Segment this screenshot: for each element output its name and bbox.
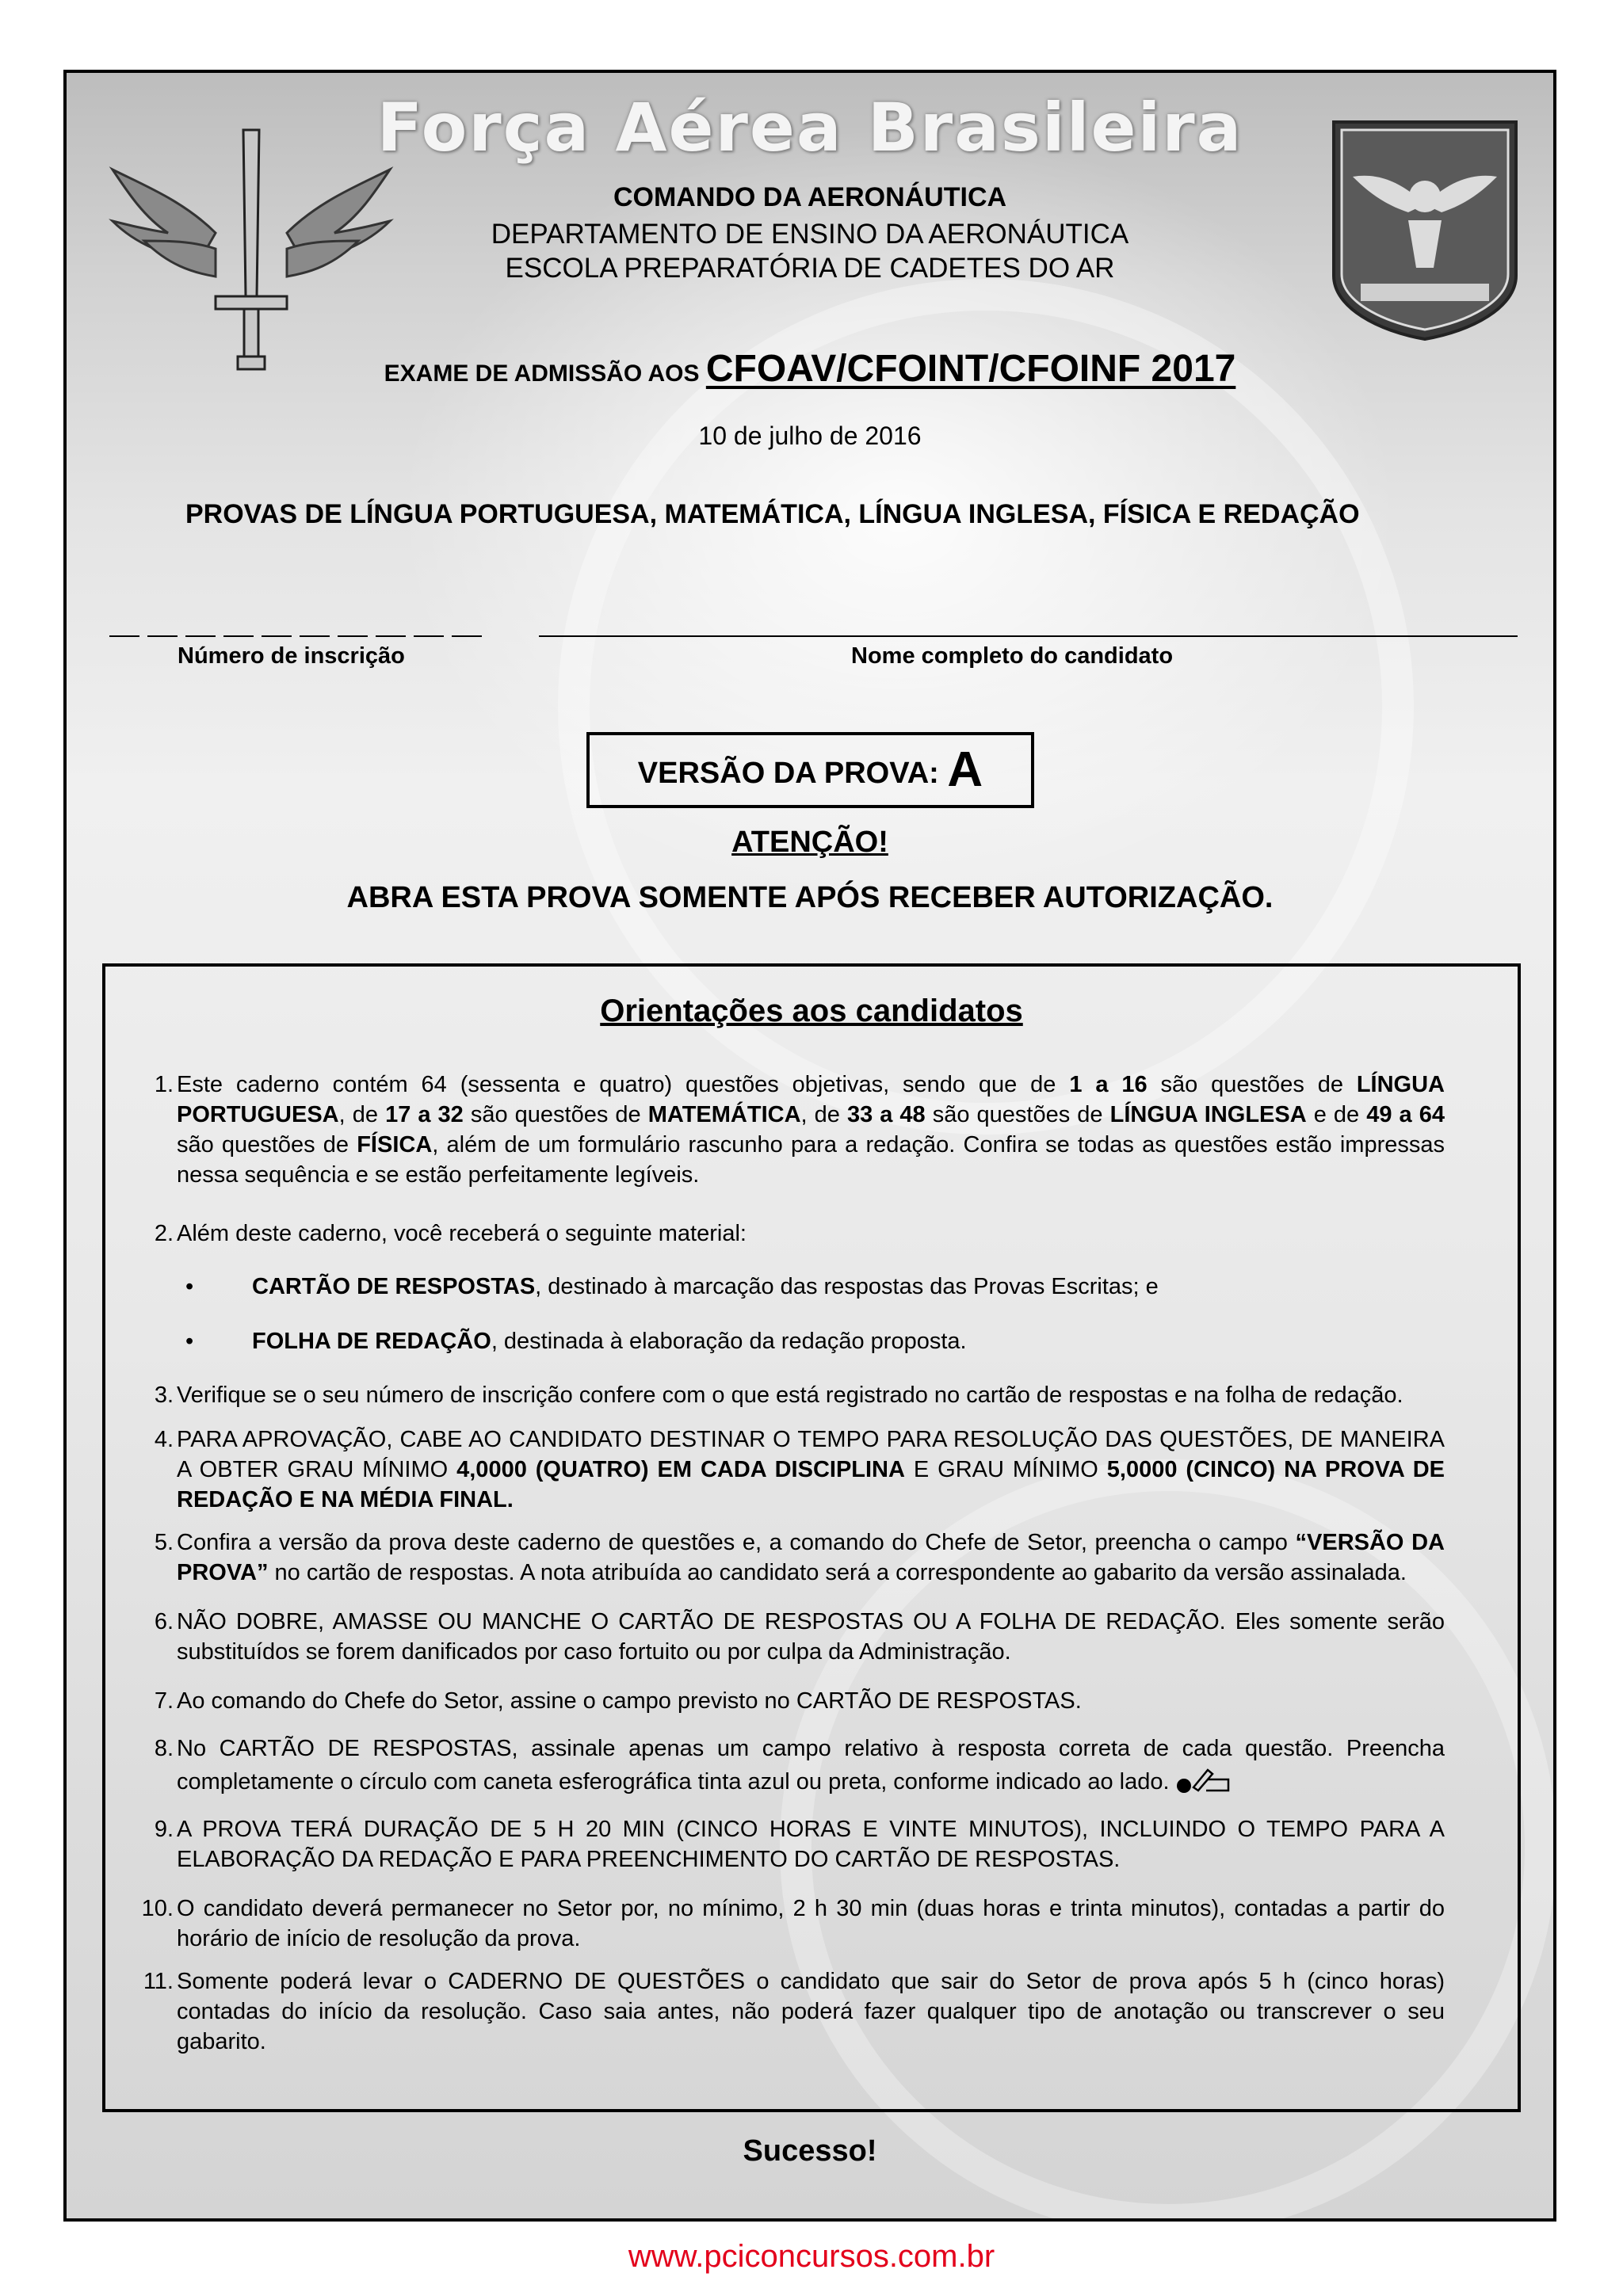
versao-da-prova-box: [586, 732, 1034, 808]
inscricao-digit-blank[interactable]: [262, 635, 292, 637]
inscricao-digit-blank[interactable]: [109, 635, 139, 637]
sucesso-text: Sucesso!: [743, 2134, 877, 2168]
provas-heading: PROVAS DE LÍNGUA PORTUGUESA, MATEMÁTICA, LÍNGUA INGLESA, FÍSICA E REDAÇÃO: [185, 499, 1360, 529]
inscricao-digit-blank[interactable]: [223, 635, 254, 637]
inscricao-digit-blank[interactable]: [414, 635, 444, 637]
numero-inscricao-label: Número de inscrição: [178, 643, 405, 669]
nome-completo-blank[interactable]: [539, 635, 1518, 637]
exam-date: 10 de julho de 2016: [698, 421, 922, 450]
orientacao-item: 9. A PROVA TERÁ DURAÇÃO DE 5 H 20 MIN (CINCO HORAS E VINTE MINUTOS), INCLUINDO O TEMPO PARA A ELABORAÇÃO DA REDAÇÃO E PARA PREENCHIMENTO DO CARTÃO DE RESPOSTAS.: [154, 1817, 1445, 1872]
cover-page: [63, 70, 1556, 2222]
orientacoes-box: [102, 963, 1521, 2112]
orientacao-item: 2. Além deste caderno, você receberá o seguinte material:: [154, 1221, 747, 1246]
nome-completo-label: Nome completo do candidato: [851, 643, 1174, 669]
exam-name: CFOAV/CFOINT/CFOINF 2017: [705, 348, 1236, 390]
departamento-heading: DEPARTAMENTO DE ENSINO DA AERONÁUTICA: [491, 219, 1129, 250]
escola-heading: ESCOLA PREPARATÓRIA DE CADETES DO AR: [505, 253, 1115, 284]
orientacoes-title: Orientações aos candidatos: [600, 994, 1023, 1028]
exam-title: [67, 347, 1553, 391]
inscricao-digit-blank[interactable]: [147, 635, 178, 637]
inscricao-digit-blank[interactable]: [338, 635, 368, 637]
orientacao-item: 8. No CARTÃO DE RESPOSTAS, assinale apenas um campo relativo à resposta correta de cada questão. Preencha completamente o círculo com caneta esferográfica tinta azul ou preta, conforme indicado ao lado.: [154, 1736, 1445, 1794]
orientacao-item: 11. Somente poderá levar o CADERNO DE QUESTÕES o candidato que sair do Setor de prova após 5 h (cinco horas) contadas do início da resolução. Caso saia antes, não poderá fazer qualquer tipo de anotação ou transcrever o seu gabarito.: [143, 1969, 1445, 2054]
filled-circle-pen-icon: [1176, 1764, 1232, 1795]
site-url-link[interactable]: www.pciconcursos.com.br: [628, 2239, 995, 2274]
inscricao-digit-blank[interactable]: [300, 635, 330, 637]
orientacao-item: 3. Verifique se o seu número de inscrição confere com o que está registrado no cartão de respostas e na folha de redação.: [154, 1383, 1403, 1408]
bullet-icon: •: [185, 1274, 194, 1299]
orientacao-item: 6. NÃO DOBRE, AMASSE OU MANCHE O CARTÃO DE RESPOSTAS OU A FOLHA DE REDAÇÃO. Eles somente serão substituídos se forem danificados por caso fortuito ou por culpa da Administração.: [154, 1609, 1445, 1665]
versao-letter: A: [947, 742, 983, 797]
atencao-heading: ATENÇÃO!: [731, 826, 888, 859]
orientacao-item: 4. PARA APROVAÇÃO, CABE AO CANDIDATO DESTINAR O TEMPO PARA RESOLUÇÃO DAS QUESTÕES, DE MANEIRA A OBTER GRAU MÍNIMO 4,0000 (QUATRO) EM CADA DISCIPLINA E GRAU MÍNIMO 5,0000 (CINCO) NA PROVA DE REDAÇÃO E NA MÉDIA FINAL.: [154, 1427, 1445, 1512]
orientacao-item: 10. O candidato deverá permanecer no Setor por, no mínimo, 2 h 30 min (duas horas e trinta minutos), contadas a partir do horário de início de resolução da prova.: [141, 1896, 1445, 1951]
banner-title: Força Aérea Brasileira: [376, 89, 1243, 166]
orientacao-item: 5. Confira a versão da prova deste caderno de questões e, a comando do Chefe de Setor, preencha o campo “VERSÃO DA PROVA” no cartão de respostas. A nota atribuída ao candidato será a correspondente ao gabarito da versão assinalada.: [154, 1530, 1445, 1585]
comando-heading: COMANDO DA AERONÁUTICA: [613, 182, 1007, 212]
orientacao-item: 7. Ao comando do Chefe do Setor, assine o campo previsto no CARTÃO DE RESPOSTAS.: [154, 1688, 1082, 1714]
exam-prefix: EXAME DE ADMISSÃO AOS: [384, 360, 706, 387]
abra-warning: ABRA ESTA PROVA SOMENTE APÓS RECEBER AUTORIZAÇÃO.: [346, 881, 1274, 914]
versao-label: VERSÃO DA PROVA:: [637, 757, 948, 790]
orientacao-item: 1. Este caderno contém 64 (sessenta e quatro) questões objetivas, sendo que de 1 a 16 são questões de LÍNGUA PORTUGUESA, de 17 a 32 são questões de MATEMÁTICA, de 33 a 48 são questões de LÍNGUA INGLESA e de 49 a 64 são questões de FÍSICA, além de um formulário rascunho para a redação. Confira se todas as questões estão impressas nessa sequência e se estão perfeitamente legíveis.: [154, 1072, 1445, 1188]
inscricao-digit-blank[interactable]: [452, 635, 482, 637]
bullet-icon: •: [185, 1329, 194, 1354]
inscricao-digit-blank[interactable]: [376, 635, 406, 637]
inscricao-digit-blank[interactable]: [185, 635, 216, 637]
material-list-item: • CARTÃO DE RESPOSTAS, destinado à marcação das respostas das Provas Escritas; e: [252, 1272, 1159, 1302]
material-list-item: • FOLHA DE REDAÇÃO, destinada à elaboração da redação proposta.: [252, 1326, 967, 1356]
